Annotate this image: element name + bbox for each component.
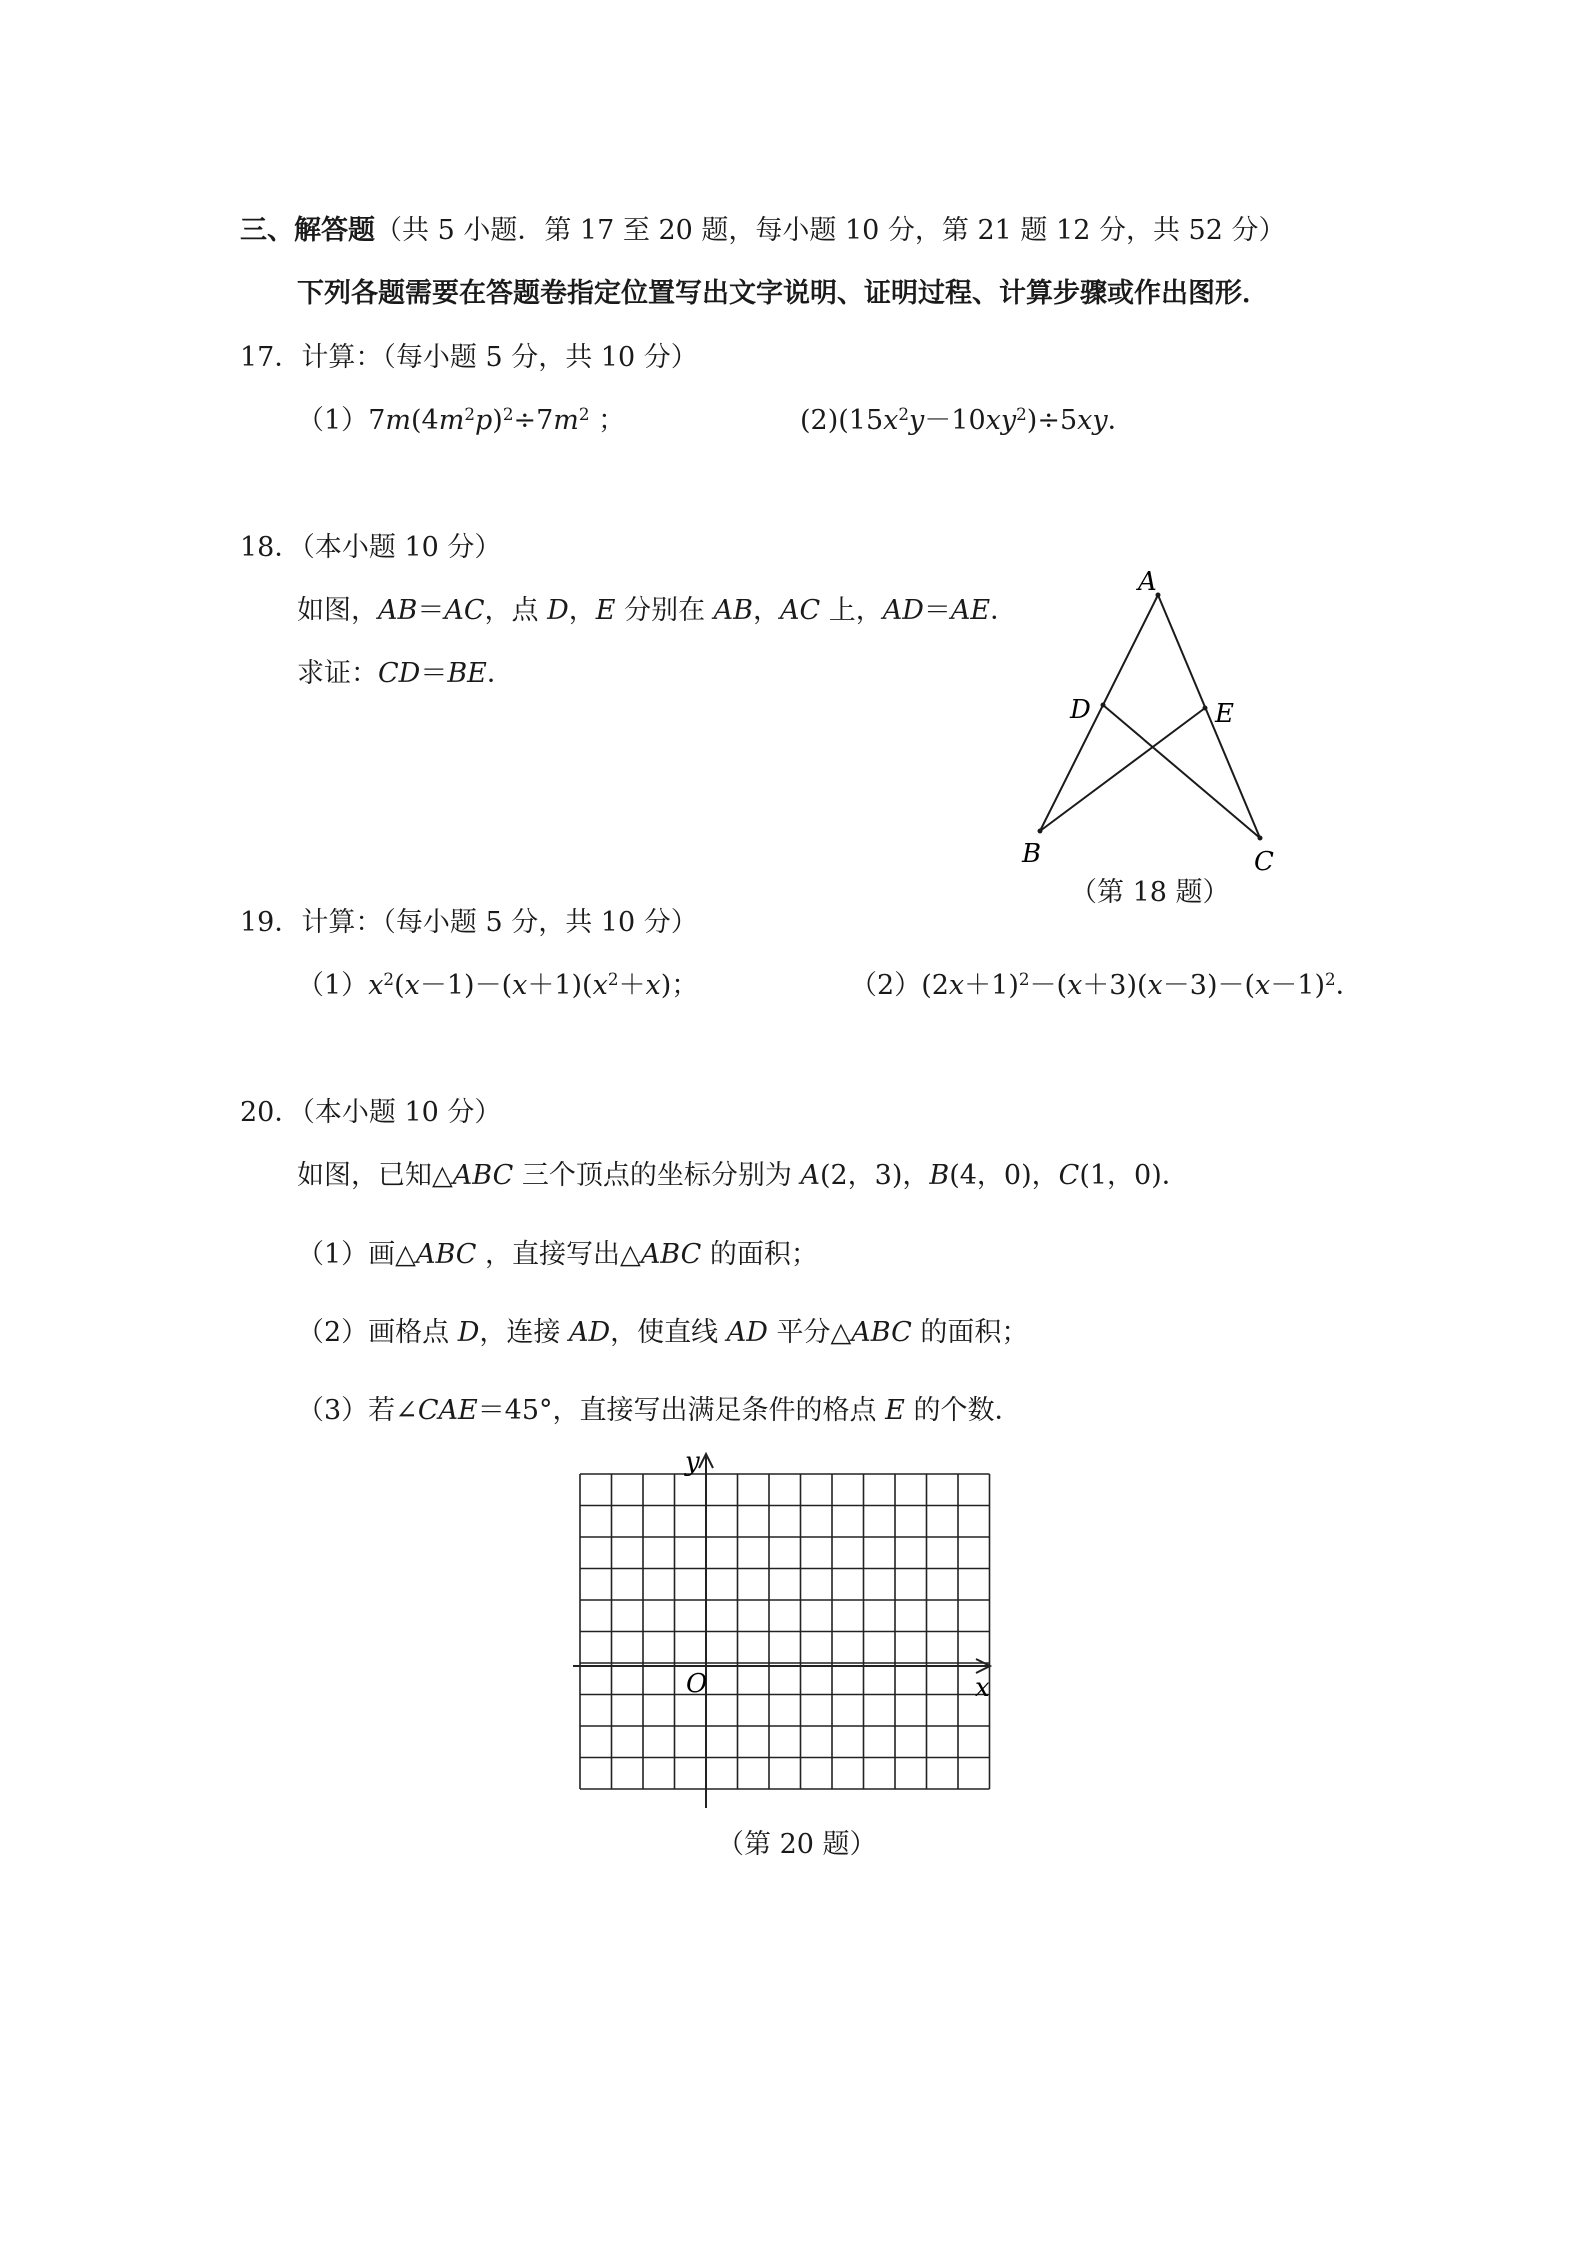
- q18-prove: 求证：CD＝BE．: [297, 658, 514, 689]
- q18-title: （本小题 10 分）: [301, 532, 502, 563]
- q20-grid-figure: [565, 1448, 1005, 1816]
- q19-part2-prefix: （2）: [850, 970, 922, 1001]
- q20-number: 20．: [240, 1097, 302, 1128]
- label-C: C: [1254, 847, 1274, 877]
- segment-AC: [1158, 595, 1260, 838]
- label-E: E: [1215, 699, 1234, 729]
- q17-part1: [297, 398, 625, 437]
- label-D: D: [1070, 695, 1091, 725]
- q19-part1-formula: $x^2(x-1)-(x+1)(x^2+x)$；: [368, 968, 699, 1001]
- q17-title: 计算：（每小题 5 分，共 10 分）: [301, 342, 698, 373]
- q18-number: 18．: [240, 532, 302, 563]
- label-B: B: [1022, 839, 1042, 869]
- section-note: （共 5 小题．第 17 至 20 题，每小题 10 分，第 21 题 12 分，共 52 分）: [375, 215, 1286, 246]
- q18-statement: 如图，AB＝AC，点 D，E 分别在 AB，AC 上，AD＝AE．: [297, 595, 1018, 626]
- x-axis-label: x: [975, 1673, 990, 1703]
- q18-triangle-figure: [1000, 560, 1300, 900]
- q19-part1: [297, 963, 698, 1002]
- q20-caption: （第 20 题）: [717, 1829, 877, 1860]
- q20-header: [240, 1090, 501, 1129]
- q17-part1-formula: $7m(4m^2p)^2\div 7m^2$ ；: [368, 403, 626, 436]
- q20-title: （本小题 10 分）: [301, 1097, 502, 1128]
- q17-header: [240, 335, 698, 374]
- q20-intro: 如图，已知△ABC 三个顶点的坐标分别为 A(2，3)，B(4，0)，C(1，0)．: [297, 1160, 1189, 1191]
- label-A: A: [1138, 567, 1157, 597]
- q20-part2: （2）画格点 D，连接 AD，使直线 AD 平分△ABC 的面积；: [297, 1317, 1029, 1348]
- q19-part2-formula: $(2x+1)^2-(x+3)(x-3)-(x-1)^2$．: [921, 968, 1363, 1001]
- q19-part2: [850, 963, 1363, 1002]
- section-title: 三、解答题: [240, 215, 375, 246]
- q20-part3: （3）若∠CAE＝45°，直接写出满足条件的格点 E 的个数．: [297, 1395, 1022, 1426]
- y-axis-label: y: [685, 1448, 700, 1477]
- q18-caption: （第 18 题）: [1070, 877, 1230, 908]
- q19-part1-prefix: （1）: [297, 970, 369, 1001]
- origin-label: O: [686, 1669, 708, 1699]
- q17-part1-prefix: （1）: [297, 405, 369, 436]
- q17-part2-formula: $(15x^2y-10xy^2)\div 5xy$．: [838, 403, 1135, 436]
- q19-number: 19．: [240, 907, 302, 938]
- segment-AB: [1040, 595, 1158, 831]
- q17-part2: [800, 398, 1135, 437]
- q19-header: [240, 900, 698, 939]
- square-grid: [580, 1474, 990, 1789]
- section-instruction: 下列各题需要在答题卷指定位置写出文字说明、证明过程、计算步骤或作出图形．: [297, 278, 1269, 309]
- q19-title: 计算：（每小题 5 分，共 10 分）: [301, 907, 698, 938]
- q20-part1: （1）画△ABC ，直接写出△ABC 的面积；: [297, 1239, 818, 1270]
- q18-header: [240, 525, 501, 564]
- section-header: [240, 208, 1285, 247]
- q17-part2-prefix: (2): [800, 405, 839, 436]
- q17-number: 17．: [240, 342, 302, 373]
